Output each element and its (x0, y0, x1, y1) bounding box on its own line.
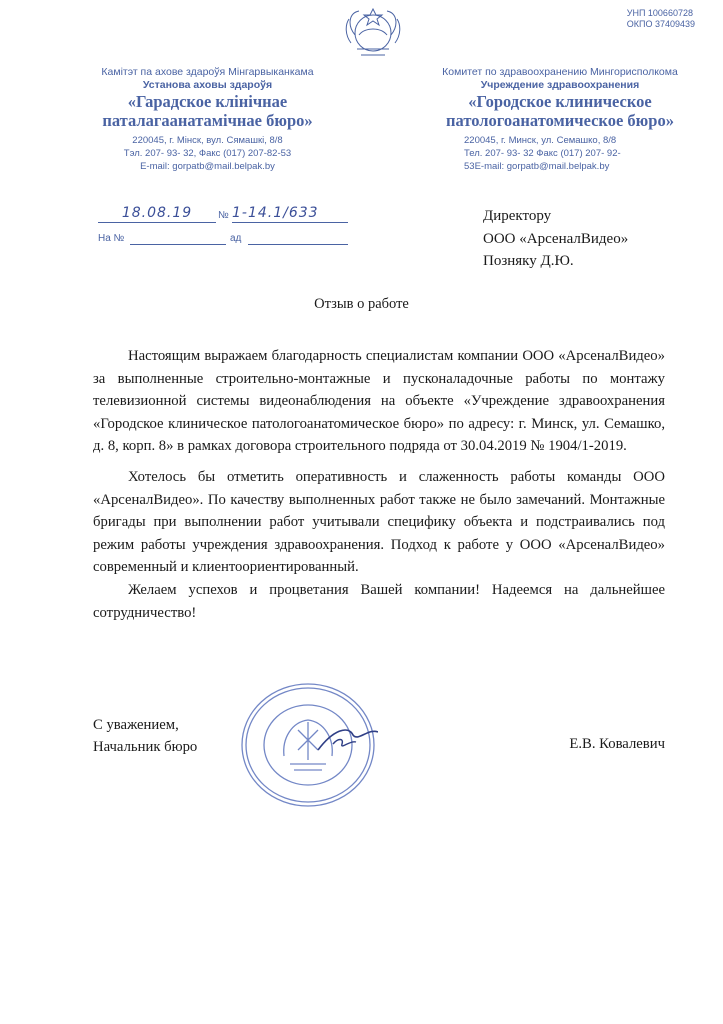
closing-phrase: С уважением, (93, 717, 179, 733)
letterhead-left (75, 66, 340, 173)
addressee-position: Директору (483, 208, 552, 224)
reply-date-label: ад (230, 233, 242, 244)
institution-type-by: Установа аховы здароўя (142, 79, 273, 91)
phone-by: Тэл. 207- 93- 32, Факс (017) 207-82-53 (123, 148, 292, 159)
reply-date-line (248, 244, 348, 245)
signer-position: Начальник бюро (93, 739, 198, 755)
paragraph-3: Желаем успехов и процветания Вашей компании! Надеемся на дальнейшее сотрудничество! (93, 581, 665, 621)
institution-name-by-2: паталагаанатамічнае бюро» (102, 111, 313, 130)
okpo-code: ОКПО 37409439 (626, 19, 695, 29)
registration-codes (627, 8, 695, 30)
number-handwritten: 1-14.1/633 (232, 205, 319, 221)
reply-to-label: На № (98, 233, 125, 244)
addressee (483, 205, 628, 273)
outgoing-date (98, 204, 216, 223)
institution-name-ru-2: патологоанатомическое бюро» (446, 111, 674, 130)
state-emblem-icon (335, 5, 411, 65)
signer-name: Е.В. Ковалевич (569, 736, 665, 752)
address-ru: 220045, г. Минск, ул. Семашко, 8/8 (464, 135, 617, 146)
signature-block (93, 714, 197, 758)
date-handwritten: 18.08.19 (121, 205, 193, 221)
committee-name-by: Камітэт па ахове здароўя Мінгарвыканкама (101, 66, 314, 78)
official-stamp-icon (238, 680, 378, 810)
outgoing-number (232, 204, 348, 223)
paragraph-1: Настоящим выражаем благодарность специалистам компании ООО «АрсеналВидео» за выполненные строительно-монтажные и пусконаладочные работы по монтажу телевизионной системы видеонаблюдения на объекте «Учреждение здравоохранения «Городское клиническое патологоанатомическое бюро» по адресу: г. Минск, ул. Семашко, д. 8, корп. 8» в рамках договора строительного подряда от 30.04.2019 № 1904/1-2019. (93, 348, 665, 455)
unp-code: УНП 100660728 (626, 8, 693, 18)
letterhead-right (420, 66, 700, 173)
letter-body (93, 345, 665, 624)
letter-title: Отзыв о работе (314, 296, 409, 312)
reply-to-line (130, 244, 226, 245)
email-ru: 53E-mail: gorpatb@mail.belpak.by (464, 161, 610, 172)
phone-ru: Тел. 207- 93- 32 Факс (017) 207- 92- (464, 148, 621, 159)
committee-name-ru: Комитет по здравоохранению Мингорисполкома (442, 66, 678, 78)
email-by: E-mail: gorpatb@mail.belpak.by (140, 161, 275, 172)
addressee-name: Позняку Д.Ю. (483, 253, 574, 269)
addressee-company: ООО «АрсеналВидео» (483, 230, 629, 247)
address-by: 220045, г. Мінск, вул. Сямашкі, 8/8 (132, 135, 283, 146)
institution-name-by-1: «Гарадское клінічнае (127, 92, 288, 111)
paragraph-2: Хотелось бы отметить оперативность и слаженность работы команды ООО «АрсеналВидео». По качеству выполненных работ также не было замечаний. Монтажные бригады при выполнении работ учитывали специфику объекта и подстраивались под режим работы учреждения здравоохранения. Подход к работе у ООО «АрсеналВидео» современный и клиентоориентированный. (93, 468, 665, 576)
institution-type-ru: Учреждение здравоохранения (480, 79, 640, 91)
number-label: № (218, 210, 229, 221)
institution-name-ru-1: «Городское клиническое (468, 92, 652, 111)
